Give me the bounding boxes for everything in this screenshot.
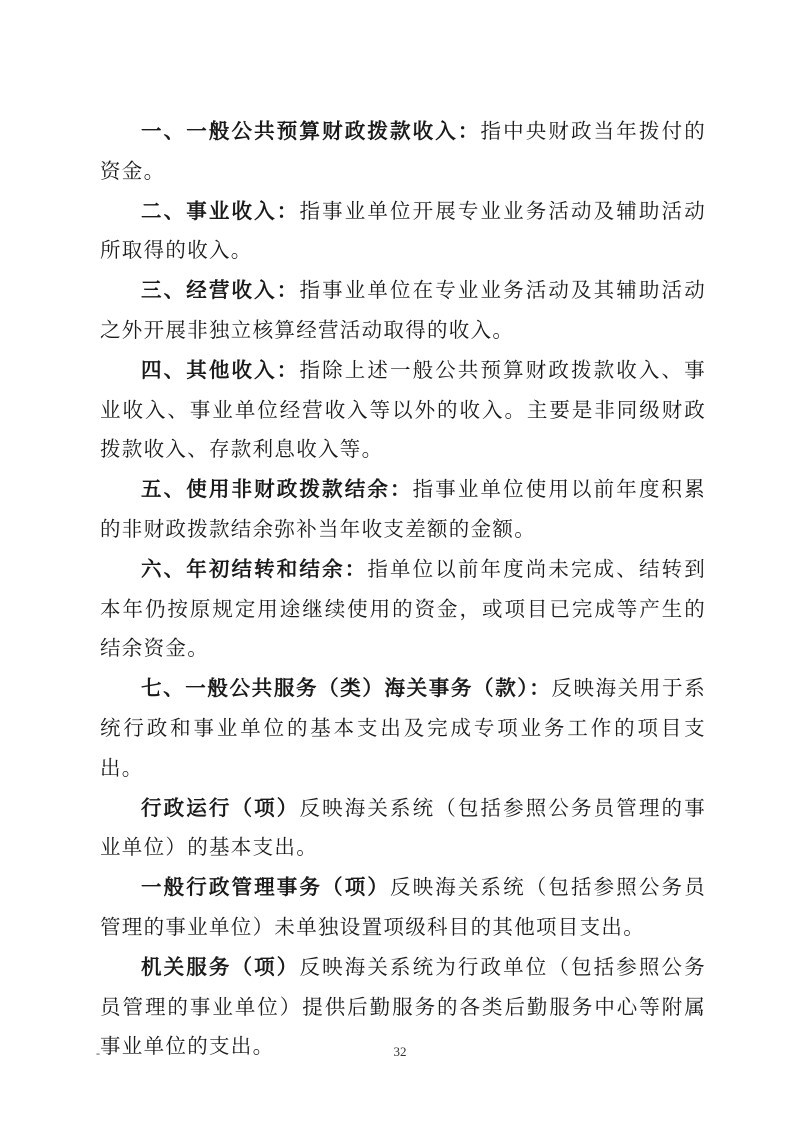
paragraph-administrative-operation	[100, 789, 706, 869]
term-label: 一、一般公共预算财政拨款收入：	[141, 119, 481, 143]
term-definition: 反映海关系统（包括参照公务员管理的事业单位）的基本支出。	[100, 795, 706, 860]
term-label: 二、事业收入：	[141, 198, 300, 223]
paragraph-other-income	[100, 351, 706, 470]
term-label: 四、其他收入：	[141, 357, 300, 382]
term-label: 行政运行（项）	[141, 795, 300, 820]
term-definition: 指中央财政当年拨付的资金。	[100, 119, 706, 183]
term-definition: 反映海关系统（包括参照公务员管理的事业单位）未单独设置项级科目的其他项目支出。	[100, 875, 706, 939]
paragraph-customs-affairs	[100, 669, 706, 788]
paragraph-general-administration	[100, 868, 706, 948]
paragraph-general-budget-income	[100, 112, 706, 192]
term-label: 五、使用非财政拨款结余：	[141, 477, 413, 502]
term-label: 七、一般公共服务（类）海关事务（款）：	[141, 676, 552, 701]
paragraph-non-fiscal-surplus	[100, 470, 706, 550]
paragraph-business-income	[100, 192, 706, 272]
term-definition: 反映海关系统为行政单位（包括参照公务员管理的事业单位）提供后勤服务的各类后勤服务中心等附属事业单位的支出。	[100, 954, 706, 1059]
footer-dash: -	[96, 1046, 100, 1060]
term-definition: 反映海关用于系统行政和事业单位的基本支出及完成专项业务工作的项目支出。	[100, 676, 706, 780]
page-number: 32	[393, 1044, 407, 1059]
term-definition: 指事业单位开展专业业务活动及辅助活动所取得的收入。	[100, 198, 706, 263]
document-body	[100, 112, 706, 1067]
paragraph-operating-income	[100, 271, 706, 351]
term-definition: 指除上述一般公共预算财政拨款收入、事业收入、事业单位经营收入等以外的收入。主要是非同级财政拨款收入、存款利息收入等。	[100, 357, 706, 462]
term-label: 三、经营收入：	[141, 278, 300, 303]
term-definition: 指事业单位在专业业务活动及其辅助活动之外开展非独立核算经营活动取得的收入。	[100, 278, 706, 342]
term-definition: 指事业单位使用以前年度积累的非财政拨款结余弥补当年收支差额的金额。	[100, 477, 706, 541]
term-label: 一般行政管理事务（项）	[141, 875, 390, 900]
term-label: 机关服务（项）	[141, 954, 300, 979]
term-definition: 指单位以前年度尚未完成、结转到本年仍按原规定用途继续使用的资金，或项目已完成等产生的结余资金。	[100, 556, 707, 661]
term-label: 六、年初结转和结余：	[141, 556, 368, 581]
paragraph-carryover-balance	[100, 550, 706, 669]
